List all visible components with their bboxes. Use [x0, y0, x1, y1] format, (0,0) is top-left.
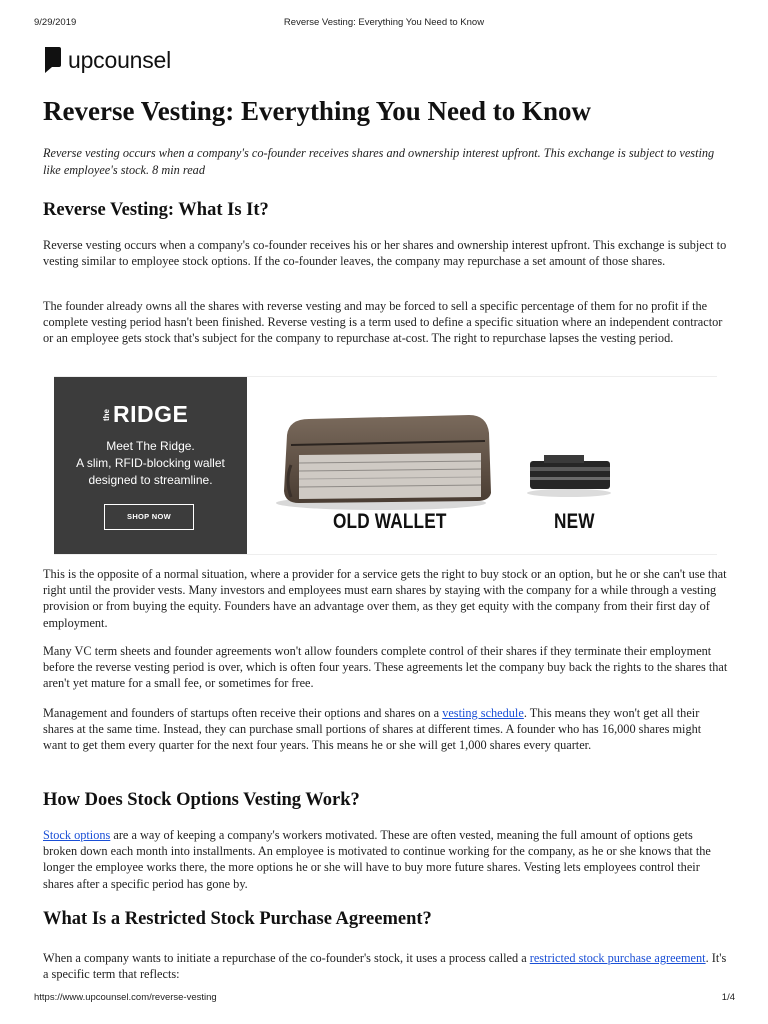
print-title: Reverse Vesting: Everything You Need to Know	[283, 17, 485, 28]
vesting-schedule-link[interactable]: vesting schedule	[442, 706, 524, 720]
paragraph-2: The founder already owns all the shares with reverse vesting and may be forced to sell a specific percentage of them for no profit if the complete vesting period hasn't been finished. Reverse vesting is a term used to define a specific situation where an independent contractor or an employee gets stock that's subject for the company to repurchase at-cost. The right to repurchase lapses the vesting period.	[43, 299, 723, 346]
paragraph-4: Many VC term sheets and founder agreements won't allow founders complete control of their shares if they terminate their employment before the reverse vesting period is over, which is often four years. These agreements let the company buy back the rights to the shares that aren't yet mature for a small fee, or sometimes for free.	[43, 644, 728, 691]
paragraph-7-text-before: When a company wants to initiate a repurchase of the co-founder's stock, it uses a process called a	[43, 951, 530, 965]
paragraph-7	[43, 950, 728, 982]
restricted-stock-purchase-agreement-link[interactable]: restricted stock purchase agreement	[529, 951, 706, 965]
ad-brand-small: the	[102, 408, 111, 421]
ad-tagline-1: Meet The Ridge.	[106, 439, 195, 453]
ad-brand-logo	[103, 401, 188, 428]
upcounsel-logo-icon	[43, 45, 63, 75]
section-heading-what-is-it: Reverse Vesting: What Is It?	[43, 200, 269, 220]
print-url: https://www.upcounsel.com/reverse-vesting	[34, 992, 217, 1003]
print-date: 9/29/2019	[34, 17, 77, 28]
ad-banner[interactable]	[54, 376, 717, 555]
paragraph-3: This is the opposite of a normal situation, where a provider for a service gets the right to buy stock or an option, but he or she can't use that right until the provider vests. Many investors and employees must earn shares by staying with the company for a while through a vesting provision or from buying the equity. Founders have an advantage over them, as they get equity with the company from their first day of employment.	[43, 567, 727, 630]
ad-tagline-2: A slim, RFID-blocking wallet	[76, 456, 225, 470]
ad-brand-name: RIDGE	[113, 401, 189, 427]
ad-product-area	[247, 377, 717, 554]
section-heading-stock-options: How Does Stock Options Vesting Work?	[43, 790, 360, 810]
ad-label-old-wallet: OLD WALLET	[333, 510, 447, 533]
site-logo[interactable]	[43, 44, 171, 76]
paragraph-5	[43, 705, 728, 754]
ad-tagline-3: designed to streamline.	[88, 473, 213, 487]
old-wallet-image	[269, 405, 499, 525]
article-intro: Reverse vesting occurs when a company's co-founder receives shares and ownership interest upfront. This exchange is subject to vesting like employee's stock. 8 min read	[43, 146, 715, 177]
print-page-number: 1/4	[721, 992, 735, 1003]
paragraph-6-text-after: are a way of keeping a company's workers motivated. These are often vested, meaning the full amount of options gets broken down each month into installments. An employee is motivated to continue working for the company, as he or she knows that the longer the employee works there, the more options he or she will have to buy more future shares. Vesting lets employees control their shares after a specific period has gone by.	[43, 828, 711, 891]
print-header	[0, 17, 768, 31]
stock-options-link[interactable]: Stock options	[43, 828, 111, 842]
shop-now-button[interactable]: SHOP NOW	[104, 504, 194, 530]
page-title: Reverse Vesting: Everything You Need to Know	[43, 96, 591, 126]
section-heading-restricted-stock: What Is a Restricted Stock Purchase Agreement?	[43, 909, 432, 929]
new-wallet-image	[524, 443, 614, 503]
paragraph-1: Reverse vesting occurs when a company's co-founder receives his or her shares and ownership interest upfront. This exchange is subject to vesting similar to employee stock options. If the co-founder leaves, the company may repurchase a set amount of those shares.	[43, 238, 727, 269]
logo-text: upcounsel	[68, 46, 172, 73]
paragraph-7-text-after: . It's a specific term that reflects:	[43, 951, 727, 982]
paragraph-5-text-before: Management and founders of startups often receive their options and shares on a	[43, 706, 443, 720]
paragraph-6	[43, 827, 728, 892]
ad-panel	[54, 377, 247, 554]
print-footer	[0, 992, 768, 1006]
ad-label-new: NEW	[554, 510, 595, 533]
paragraph-5-text-after: . This means they won't get all their shares at the same time. Instead, they can purchase small portions of shares at different times. A founder who has 16,000 shares might want to get them every quarter for the next four years. This means he or she will get 1,000 shares every quarter.	[43, 706, 702, 753]
